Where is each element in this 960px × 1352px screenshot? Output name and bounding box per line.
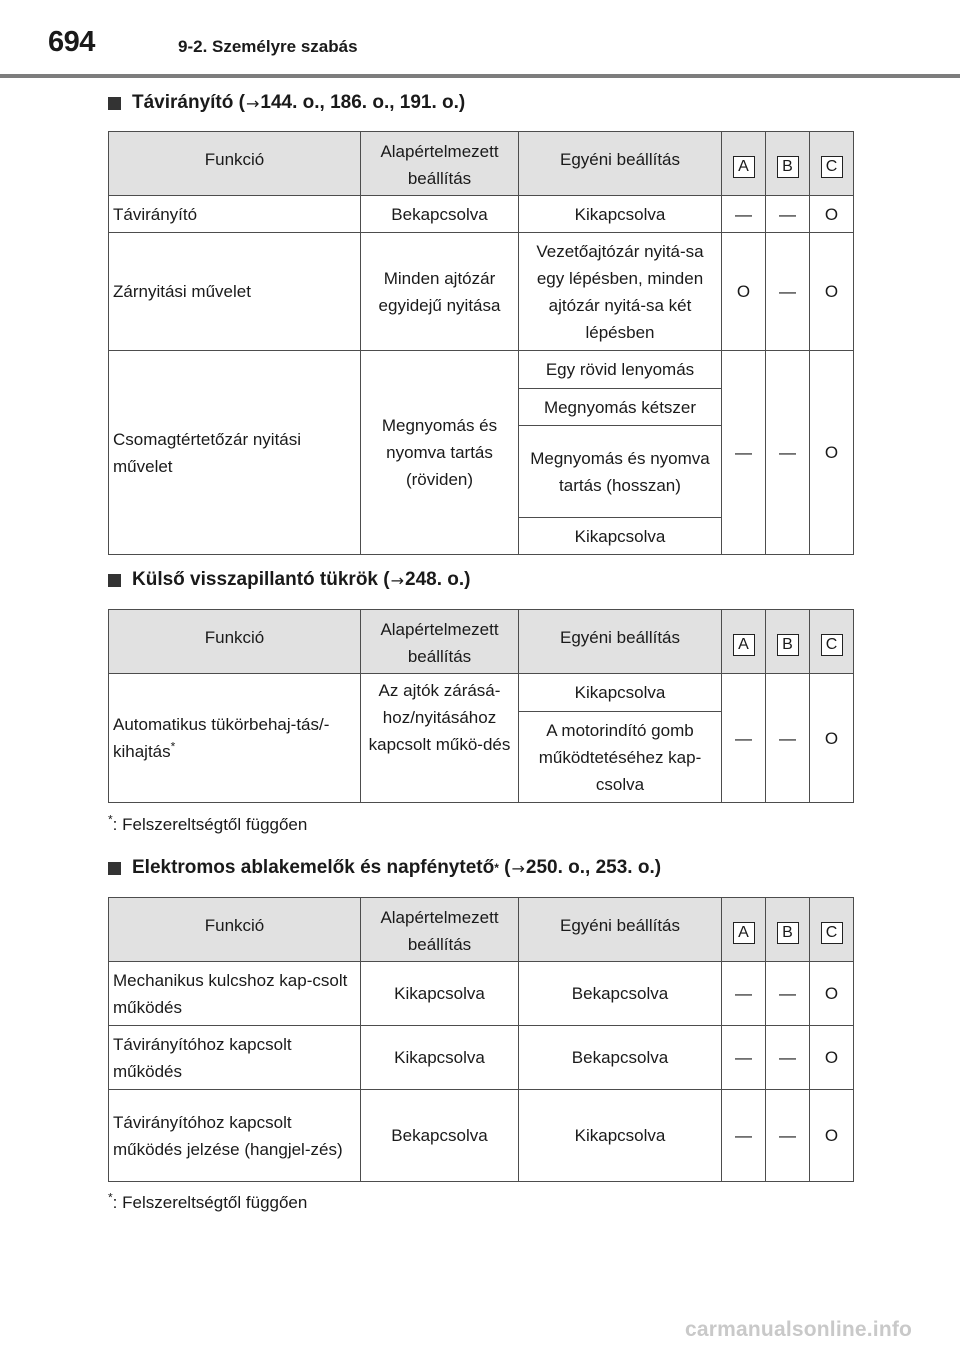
section-title-mirrors [108,569,471,591]
col-header-a [722,132,766,196]
table-row [109,674,854,712]
section-pages: 250. o., 253. o.) [525,857,662,878]
bullet-square-icon [108,862,121,875]
cell-a: — [722,1026,766,1090]
cell-custom: Bekapcsolva [519,1026,722,1090]
cell-option: Megnyomás kétszer [519,389,722,426]
col-header-default: Alapértelmezett beállítás [361,610,519,674]
footnote-mark: * [108,812,113,827]
cell-a: — [722,1090,766,1182]
box-label-c: C [821,922,843,944]
cell-c: O [810,1090,854,1182]
box-label-b: B [777,156,799,178]
box-label-a: A [733,634,755,656]
box-label-c: C [821,634,843,656]
col-header-c [810,610,854,674]
arrow-right-icon: → [511,858,525,878]
page-number: 694 [48,26,95,58]
table-header-row [109,132,854,196]
cell-function: Csomagtértetőzár nyitási művelet [109,351,361,555]
cell-b: — [766,1026,810,1090]
section-pages: 248. o.) [405,569,471,590]
cell-function: Mechanikus kulcshoz kap-csolt működés [109,962,361,1026]
footnote-text: : Felszereltségtől függően [112,815,308,834]
col-header-b [766,132,810,196]
col-header-function: Funkció [109,132,361,196]
cell-c: O [810,674,854,803]
table-row [109,1090,854,1182]
settings-table-windows [108,897,854,1182]
cell-custom: Kikapcsolva [519,196,722,233]
table-row [109,351,854,389]
cell-default: Kikapcsolva [361,1026,519,1090]
cell-function: Távirányító [109,196,361,233]
cell-c: O [810,196,854,233]
table-row [109,196,854,233]
section-title-text: Elektromos ablakemelők és napfénytető [132,857,495,878]
col-header-c [810,898,854,962]
col-header-b [766,610,810,674]
col-header-function: Funkció [109,898,361,962]
page-header [0,0,960,80]
cell-function: Távirányítóhoz kapcsolt működés [109,1026,361,1090]
col-header-function: Funkció [109,610,361,674]
footnote-text: : Felszereltségtől függően [112,1193,308,1212]
col-header-c [810,132,854,196]
cell-default: Kikapcsolva [361,962,519,1026]
settings-table-mirrors [108,609,854,803]
cell-default: Bekapcsolva [361,1090,519,1182]
col-header-custom: Egyéni beállítás [519,132,722,196]
arrow-right-icon: → [245,93,260,113]
table-header-row [109,610,854,674]
cell-b: — [766,1090,810,1182]
cell-c: O [810,962,854,1026]
cell-default: Bekapcsolva [361,196,519,233]
cell-a: — [722,196,766,233]
col-header-a [722,898,766,962]
footnote-mark: * [108,1190,113,1205]
box-label-a: A [733,156,755,178]
cell-option: Egy rövid lenyomás [519,351,722,389]
box-label-a: A [733,922,755,944]
col-header-a [722,610,766,674]
arrow-right-icon: → [390,570,405,590]
col-header-custom: Egyéni beállítás [519,610,722,674]
chapter-title: 9-2. Személyre szabás [178,37,358,56]
cell-a: — [722,962,766,1026]
cell-function [109,674,361,803]
cell-b: — [766,233,810,351]
cell-option: Kikapcsolva [519,674,722,712]
function-text: Automatikus tükörbehaj-tás/-kihajtás [113,715,330,761]
cell-b: — [766,351,810,555]
bullet-square-icon [108,97,121,110]
cell-option: Kikapcsolva [519,518,722,555]
col-header-default: Alapértelmezett beállítás [361,132,519,196]
footnote-windows [108,1190,308,1213]
table-header-row [109,898,854,962]
cell-b: — [766,674,810,803]
box-label-c: C [821,156,843,178]
section-title-text: Külső visszapillantó tükrök ( [132,569,390,590]
section-title-open: ( [498,857,511,878]
col-header-default: Alapértelmezett beállítás [361,898,519,962]
watermark: carmanualsonline.info [685,1318,913,1341]
cell-custom: Bekapcsolva [519,962,722,1026]
bullet-square-icon [108,574,121,587]
cell-b: — [766,196,810,233]
table-row [109,962,854,1026]
box-label-b: B [777,922,799,944]
cell-a: O [722,233,766,351]
cell-a: — [722,674,766,803]
section-title-remote [108,92,465,114]
footnote-mark: * [170,739,176,754]
cell-default: Az ajtók zárásá-hoz/nyitásához kapcsolt műkö-dés [361,674,519,803]
cell-default: Minden ajtózár egyidejű nyitása [361,233,519,351]
cell-custom: Vezetőajtózár nyitá-sa egy lépésben, minden ajtózár nyitá-sa két lépésben [519,233,722,351]
box-label-b: B [777,634,799,656]
cell-function: Zárnyitási művelet [109,233,361,351]
cell-b: — [766,962,810,1026]
header-rule [0,74,960,78]
cell-custom: Kikapcsolva [519,1090,722,1182]
table-row [109,1026,854,1090]
table-row [109,233,854,351]
cell-c: O [810,233,854,351]
cell-option: A motorindító gomb működtetéséhez kap-csolva [519,712,722,803]
cell-option: Megnyomás és nyomva tartás (hosszan) [519,426,722,518]
section-pages: 144. o., 186. o., 191. o.) [260,92,466,113]
section-title-windows: Elektromos ablakemelők és napfénytető * ( → 250. o., 253. o.) [108,857,661,879]
col-header-b [766,898,810,962]
section-title-text: Távirányító ( [132,92,245,113]
cell-default: Megnyomás és nyomva tartás (röviden) [361,351,519,555]
cell-function: Távirányítóhoz kapcsolt működés jelzése (hangjel-zés) [109,1090,361,1182]
cell-a: — [722,351,766,555]
cell-c: O [810,351,854,555]
cell-c: O [810,1026,854,1090]
settings-table-remote [108,131,854,555]
col-header-custom: Egyéni beállítás [519,898,722,962]
footnote-mirrors [108,812,308,835]
